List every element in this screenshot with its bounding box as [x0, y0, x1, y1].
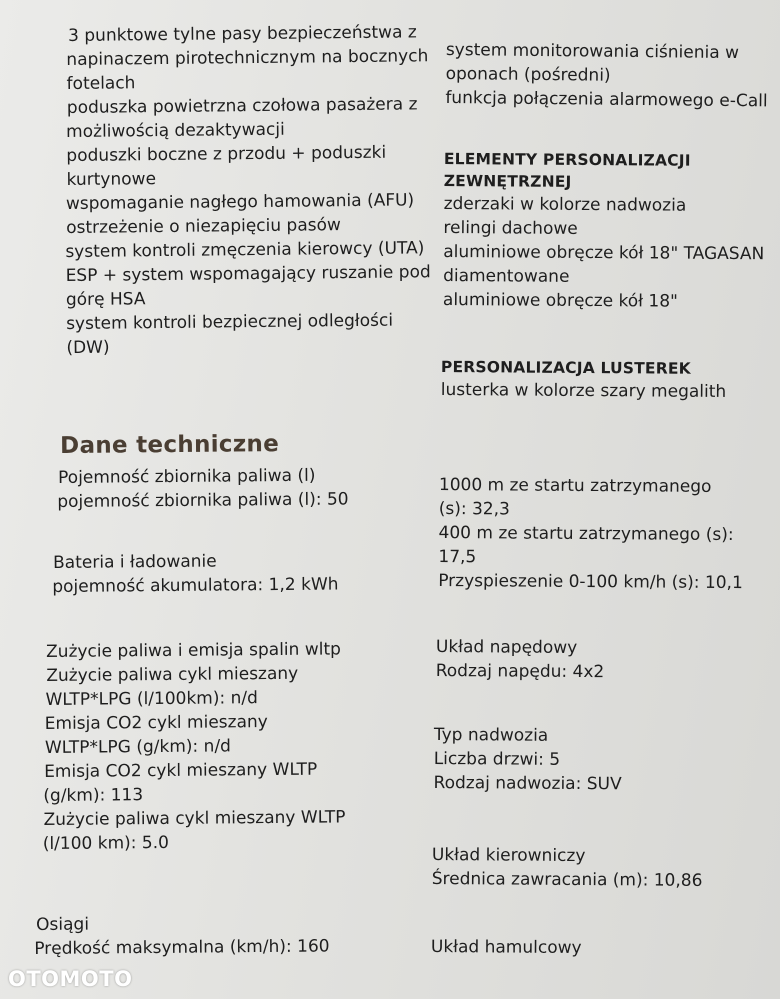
drivetrain-group — [436, 635, 605, 684]
fuel-tank-group — [58, 463, 349, 514]
spec-value: Przyspieszenie 0-100 km/h (s): 10,1 — [438, 570, 743, 594]
list-item: lusterka w kolorze szary megalith — [440, 379, 727, 402]
spec-value: pojemność akumulatora: 1,2 kWh — [52, 574, 339, 598]
spec-value: Prędkość maksymalna (km/h): 160 — [34, 936, 330, 960]
list-item: 3 punktowe tylne pasy bezpieczeństwa z — [68, 22, 417, 46]
page-title: Dane techniczne — [60, 431, 280, 459]
acceleration-group — [438, 473, 743, 595]
list-item: zderzaki w kolorze nadwozia — [443, 193, 687, 216]
group-label: Osiągi — [36, 914, 90, 935]
spec-value: Emisja CO2 cykl mieszany WLTP — [44, 759, 318, 783]
list-item: możliwością dezaktywacji — [66, 119, 285, 143]
spec-value: Rodzaj napędu: 4x2 — [435, 660, 605, 683]
list-item: relingi dachowe — [443, 217, 578, 239]
mirror-personalization — [441, 356, 727, 404]
section-heading: PERSONALIZACJA LUSTEREK — [440, 357, 691, 378]
group-label: Typ nadwozia — [433, 724, 549, 746]
list-item: system kontroli zmęczenia kierowcy (UTA) — [65, 238, 425, 263]
safety-list — [65, 20, 432, 360]
spec-value: WLTP*LPG (l/100km): n/d — [45, 688, 258, 711]
group-label: Zużycie paliwa i emisja spalin wltp — [46, 639, 341, 662]
list-item: diamentowane — [443, 265, 570, 287]
list-item: fotelach — [66, 73, 136, 95]
spec-value: 17,5 — [438, 546, 477, 568]
exterior-personalization — [443, 148, 765, 314]
list-item: górę HSA — [65, 289, 146, 311]
spec-value: WLTP*LPG (g/km): n/d — [44, 736, 232, 759]
list-item: ESP + system wspomagający ruszanie pod — [65, 262, 431, 287]
list-item: napinaczem pirotechnicznym na bocznych — [66, 46, 429, 71]
spec-value: Średnica zawracania (m): 10,86 — [431, 868, 703, 891]
list-item: aluminiowe obręcze kół 18" — [442, 289, 678, 312]
spec-value: (s): 32,3 — [438, 498, 510, 520]
group-label: Układ hamulcowy — [430, 936, 582, 959]
list-item: ostrzeżenie o niezapięciu pasów — [66, 215, 341, 239]
safety-list-continued — [445, 38, 768, 113]
steering-group — [432, 843, 703, 893]
spec-value: (g/km): 113 — [43, 785, 144, 807]
otomoto-watermark-logo: OTOMOTO — [8, 967, 133, 991]
spec-value: Liczba drzwi: 5 — [433, 748, 561, 770]
body-type-group — [433, 723, 622, 796]
list-item: system monitorowania ciśnienia w — [445, 39, 740, 64]
group-label: Pojemność zbiornika paliwa (l) — [58, 465, 316, 488]
spec-value: Rodzaj nadwozia: SUV — [433, 772, 622, 795]
spec-value: Zużycie paliwa cykl mieszany WLTP — [43, 807, 346, 831]
section-heading: ZEWNĘTRZNEJ — [443, 171, 572, 191]
list-item: wspomaganie nagłego hamowania (AFU) — [65, 190, 415, 215]
battery-group — [53, 549, 339, 599]
list-item: aluminiowe obręcze kół 18" TAGASAN — [443, 241, 765, 265]
list-item: kurtynowe — [66, 169, 157, 191]
list-item: (DW) — [66, 337, 110, 359]
list-item: oponach (pośredni) — [445, 63, 611, 86]
group-label: Układ kierowniczy — [431, 844, 586, 867]
list-item: system kontroli bezpiecznej odległości — [66, 310, 394, 335]
group-label: Bateria i ładowanie — [53, 551, 217, 573]
brakes-group — [431, 935, 582, 960]
consumption-group — [42, 637, 346, 856]
section-heading: ELEMENTY PERSONALIZACJI — [443, 149, 691, 170]
spec-value: (l/100 km): 5.0 — [42, 832, 170, 855]
spec-value: 400 m ze startu zatrzymanego (s): — [438, 522, 734, 546]
spec-value: 1000 m ze startu zatrzymanego — [438, 474, 712, 497]
list-item: poduszka powietrzna czołowa pasażera z — [66, 94, 418, 119]
spec-value: pojemność zbiornika paliwa (l): 50 — [57, 489, 349, 513]
list-item: poduszki boczne z przodu + poduszki — [66, 142, 387, 167]
performance-group — [36, 910, 330, 961]
spec-value: Zużycie paliwa cykl mieszany — [46, 663, 299, 686]
group-label: Układ napędowy — [435, 636, 578, 658]
spec-value: Emisja CO2 cykl mieszany — [44, 712, 268, 735]
list-item: funkcja połączenia alarmowego e-Call — [445, 87, 768, 112]
